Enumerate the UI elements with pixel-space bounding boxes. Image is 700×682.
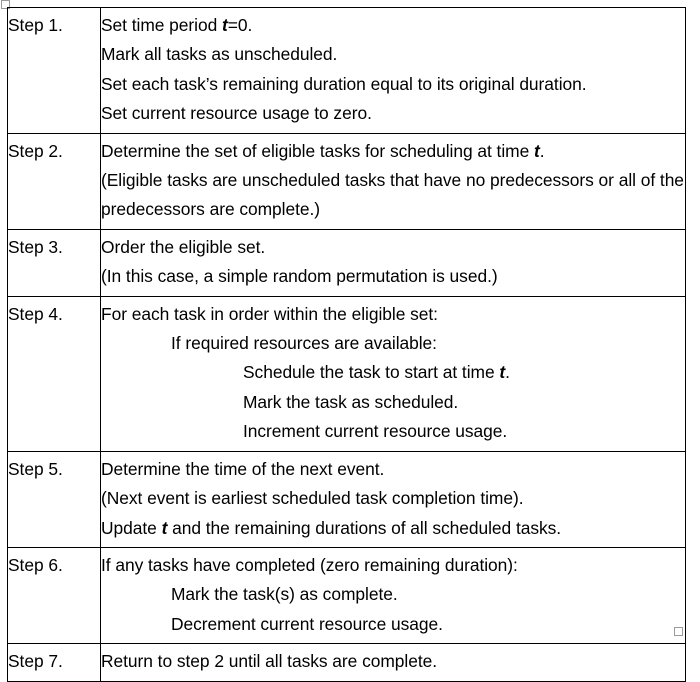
table-row — [8, 644, 686, 681]
step-line — [171, 610, 685, 639]
step-line — [171, 329, 685, 358]
step-text: Increment current resource usage. — [243, 421, 508, 442]
variable-t: t — [161, 517, 168, 538]
step-body-cell — [101, 8, 686, 134]
step-body-cell — [101, 451, 686, 547]
selection-handle-bottom-right[interactable] — [674, 627, 683, 636]
procedure-steps-body — [8, 8, 686, 682]
step-line — [101, 70, 685, 99]
table-row — [8, 229, 686, 296]
step-text: Set each task’s remaining duration equal to its original duration. — [101, 73, 587, 94]
step-text: Order the eligible set. — [101, 236, 266, 257]
variable-t: t — [222, 15, 228, 35]
step-line — [243, 358, 685, 387]
step-text: Set current resource usage to zero. — [101, 103, 372, 124]
step-line — [101, 233, 685, 262]
step-text: =0. — [227, 15, 253, 35]
variable-t: t — [499, 362, 506, 383]
step-text: . — [505, 362, 510, 383]
step-line — [101, 166, 685, 225]
step-line — [101, 647, 685, 676]
step-body-cell — [101, 644, 686, 681]
step-text: . — [539, 140, 545, 161]
step-text: Determine the set of eligible tasks for scheduling at time — [101, 140, 534, 161]
step-text: If any tasks have completed (zero remaining duration): — [101, 554, 518, 575]
step-line — [101, 455, 685, 484]
step-body-cell — [101, 133, 686, 229]
step-text: Mark all tasks as unscheduled. — [101, 44, 338, 65]
table-row — [8, 133, 686, 229]
table-row — [8, 296, 686, 451]
step-label-cell: Step 6. — [8, 547, 101, 643]
step-text: Mark the task as scheduled. — [243, 391, 459, 412]
table-row — [8, 451, 686, 547]
step-label-cell: Step 3. — [8, 229, 101, 296]
procedure-steps-table — [7, 7, 686, 682]
step-text: Set time period — [101, 15, 222, 35]
step-text: Decrement current resource usage. — [171, 613, 443, 634]
step-text: (In this case, a simple random permutation is used.) — [101, 266, 498, 287]
step-text: (Eligible tasks are unscheduled tasks that have no predecessors or all of the predecessors are complete.) — [101, 170, 684, 220]
step-body-cell — [101, 547, 686, 643]
step-text: Update — [101, 517, 162, 538]
step-text: Return to step 2 until all tasks are complete. — [101, 651, 438, 672]
step-text: Schedule the task to start at time — [243, 362, 500, 383]
step-line — [101, 551, 685, 580]
step-body-cell — [101, 229, 686, 296]
step-label-cell: Step 4. — [8, 296, 101, 451]
step-line — [101, 137, 685, 166]
step-line — [101, 484, 685, 513]
step-line — [243, 388, 685, 417]
step-label-cell: Step 1. — [8, 8, 101, 134]
step-line — [101, 300, 685, 329]
step-label-cell: Step 2. — [8, 133, 101, 229]
step-line — [101, 99, 685, 128]
step-label-cell: Step 5. — [8, 451, 101, 547]
procedure-table-container — [7, 7, 686, 682]
variable-t: t — [534, 140, 540, 161]
table-row — [8, 8, 686, 134]
step-text: For each task in order within the eligible set: — [101, 303, 438, 324]
step-label-cell: Step 7. — [8, 644, 101, 681]
step-line — [101, 262, 685, 291]
step-line — [101, 11, 685, 40]
step-text: and the remaining durations of all scheduled tasks. — [167, 517, 562, 538]
step-line — [101, 40, 685, 69]
step-text: Mark the task(s) as complete. — [171, 584, 398, 605]
step-line — [243, 417, 685, 446]
step-body-cell — [101, 296, 686, 451]
step-text: If required resources are available: — [171, 333, 437, 354]
step-text: Determine the time of the next event. — [101, 458, 385, 479]
step-line — [171, 580, 685, 609]
table-row — [8, 547, 686, 643]
step-line — [101, 514, 685, 543]
step-text: (Next event is earliest scheduled task completion time). — [101, 488, 524, 509]
